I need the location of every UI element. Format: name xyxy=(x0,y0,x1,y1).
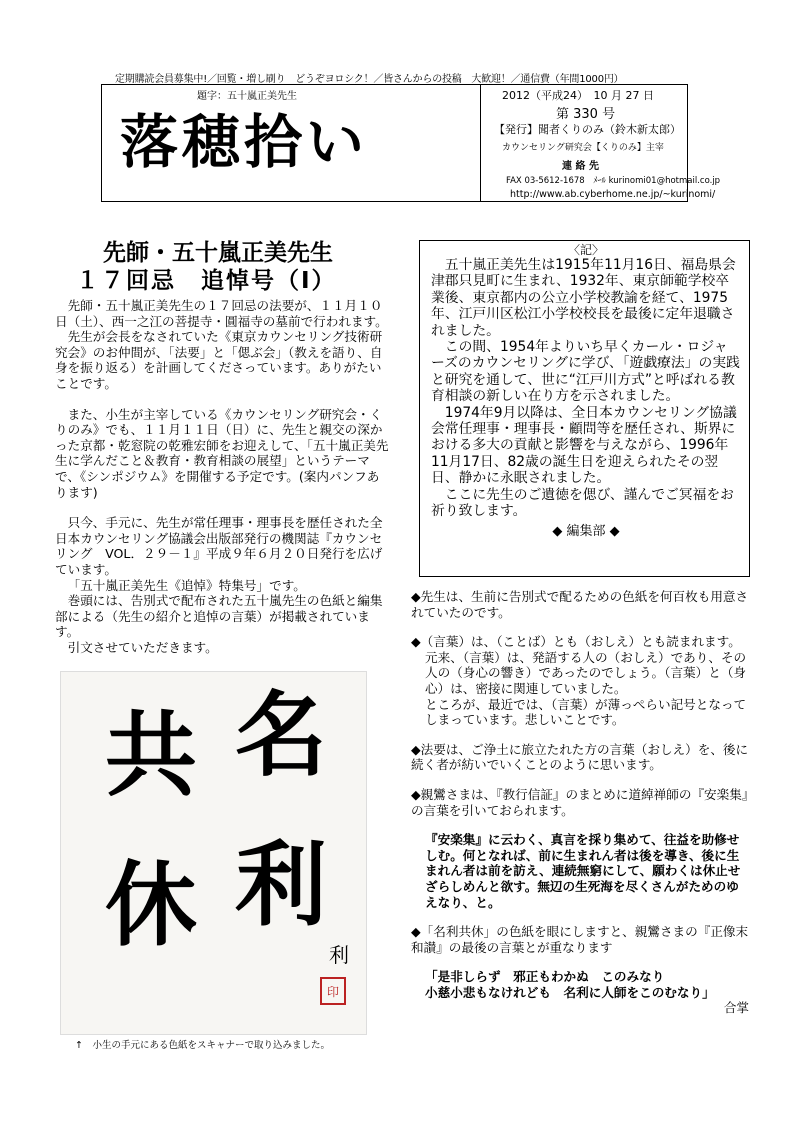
issue-date: 2012（平成24） 10 月 27 日 xyxy=(502,89,654,102)
calligraphy-image xyxy=(61,672,368,1036)
note-paragraph: ところが、最近では、（言葉）が薄っぺらい記号となってしまっています。悲しいことです。 xyxy=(425,696,747,728)
wasan-quote-line-1: 「是非しらず 邪正もわかぬ このみなり xyxy=(425,969,665,985)
box-paragraph: 五十嵐正美先生は1915年11月16日、福島県会津郡只見町に生まれ、1932年、東京師範学校卒業後、東京都内の公立小学校教諭を経て、1975年、江戸川区松江小学校校長を最後に定年退職されました。 xyxy=(431,257,736,339)
right-column xyxy=(411,589,749,1016)
note-paragraph: ◆法要は、ご浄土に旅立たれた方の言葉（おしえ）を、後に続く者が紡いでいくことのように思います。 xyxy=(411,741,749,773)
title-calligrapher: 題字：五十嵐正美先生 xyxy=(197,91,297,102)
paragraph: 巻頭には、告別式で配布された五十嵐先生の色紙と編集部による（先生の紹介と追悼の言葉）が掲載されています。 xyxy=(55,593,383,640)
anrakushu-quote: 『安楽集』に云わく、真言を採り集めて、往益を助修せしむ。何となれば、前に生まれん者は後を導き、後に生まれん者は前を訪え、連続無窮にして、願わくは休止せざらしめんと欲す。無辺の生死海を尽くさんがためのゆえなり、と。 xyxy=(425,832,741,910)
left-article xyxy=(55,298,391,655)
publisher: 【発行】聞者くりのみ（鈴木新太郎） xyxy=(494,123,681,136)
box-paragraph: 1974年9月以降は、全日本カウンセリング協議会常任理事・理事長・顧問等を歴任され、斯界における多大の貢献と影響を与えながら、1996年11月17日、82歳の誕生日を迎えられたその翌日、静かに永眠されました。 xyxy=(431,404,737,487)
paragraph: 先師・五十嵐正美先生の１７回忌の法要が、１１月１０日（土）、西一之江の菩提寺・圓福寺の墓前で行われます。 xyxy=(55,298,388,329)
note-paragraph: ◆（言葉）は、（ことば）とも（おしえ）とも読まれます。 xyxy=(411,634,741,650)
masthead-divider xyxy=(480,85,481,201)
memorial-box xyxy=(419,240,750,577)
calligraphy-shikishi xyxy=(60,671,367,1035)
paragraph: 引文させていただきます。 xyxy=(67,639,218,655)
image-caption: ↑ 小生の手元にある色紙をスキャナーで取り込みました。 xyxy=(75,1040,330,1051)
calligraphy-char: 利 xyxy=(234,831,328,939)
website-url: http://www.ab.cyberhome.ne.jp/~kurinomi/ xyxy=(510,189,716,200)
gassho: 合掌 xyxy=(723,1000,749,1016)
calligraphy-char: 休 xyxy=(104,851,198,959)
paragraph-spacer xyxy=(55,500,391,515)
newsletter-title: 落穂拾い xyxy=(120,108,369,176)
note-paragraph: ◆先生は、生前に告別式で配るための色紙を何百枚も用意されていたのです。 xyxy=(411,589,749,620)
seal-text: 印 xyxy=(326,985,340,999)
contact-label: 連 絡 先 xyxy=(562,161,599,172)
calligraphy-char: 名 xyxy=(234,681,328,789)
paragraph-spacer xyxy=(55,392,391,407)
paragraph: 只今、手元に、先生が常任理事・理事長を歴任された全日本カウンセリング協議会出版部発行の機関誌『カウンセリング VOL．２９－１』平成９年６月２０日発行を広げています。 xyxy=(55,515,383,577)
calligraphy-signature: 利 xyxy=(329,943,349,967)
note-paragraph: ◆親鸞さまは、『教行信証』のまとめに道綽禅師の『安楽集』の言葉を引いておられます。 xyxy=(411,786,749,818)
editor-signature: ◆ 編集部 ◆ xyxy=(552,523,620,539)
box-paragraph: ここに先生のご遺徳を偲び、謹んでご冥福をお祈り致します。 xyxy=(431,486,734,520)
paragraph: また、小生が主宰している《カウンセリング研究会・くりのみ》でも、１１月１１日（日）に、先生と親交の深かった京都・乾窓院の乾雅宏師をお迎えして、「五十嵐正美先生に学んだこと＆教育・教育相談の展望」というテーマで、《シンポジウム》を開催する予定です。(案内パンフあります) xyxy=(55,406,389,500)
note-paragraph: 元来、（言葉）は、発語する人の（おしえ）であり、その人の（身心の響き）であったのでしょう。（言葉）と（身心）は、密接に関連していました。 xyxy=(425,649,747,696)
masthead xyxy=(101,84,721,202)
subscription-banner: 定期購読会員募集中!／回覧・増し刷り どうぞヨロシク！／皆さんからの投稿 大歓迎！／通信費（年間1000円） xyxy=(115,74,624,85)
headline-line-1: 先師・五十嵐正美先生 xyxy=(103,240,333,266)
headline-line-2: １７回忌 追悼号（Ⅰ） xyxy=(76,268,337,294)
box-heading: 〈記〉 xyxy=(567,243,604,257)
organization: カウンセリング研究会【くりのみ】主宰 xyxy=(502,143,664,153)
issue-number: 第 330 号 xyxy=(556,107,616,122)
paragraph: 先生が会長をなされていた《東京カウンセリング技術研究会》のお仲間が、「法要」と「偲ぶ会」（教えを語り、自身を振り返る）を計画してくださっています。ありがたいことです。 xyxy=(55,329,383,391)
calligraphy-char: 共 xyxy=(104,701,198,809)
paragraph: 「五十嵐正美先生《追悼》特集号」です。 xyxy=(67,577,306,593)
box-paragraph: この間、1954年よりいち早くカール・ロジャーズのカウンセリングに学び、「遊戯療法」の実践と研究を通して、世に“江戸川方式”と呼ばれる教育相談の新しい在り方を示されました。 xyxy=(431,339,740,405)
wasan-quote-line-2: 小慈小悲もなけれども 名利に人師をこのむなり」 xyxy=(425,984,715,1000)
note-paragraph: ◆「名利共休」の色紙を眼にしますと、親鸞さまの『正像末和讃』の最後の言葉とが重なります xyxy=(411,924,749,955)
fax-email: FAX 03-5612-1678 ﾒｰﾙ kurinomi01@hotmail.co.jp xyxy=(506,176,721,186)
